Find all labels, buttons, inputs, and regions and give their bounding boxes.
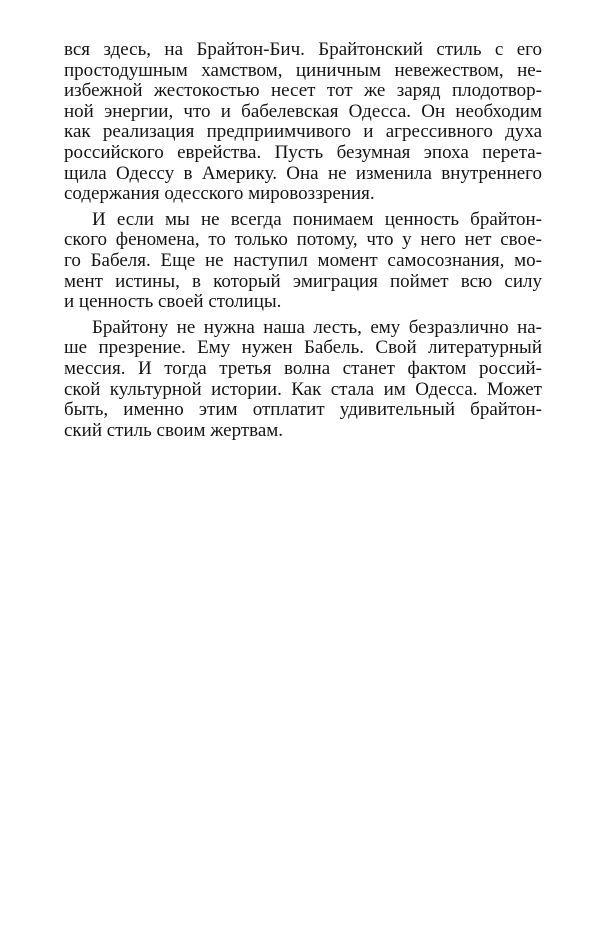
text-line: го Бабеля. Еще не наступил момент самосознания, мо- [64, 249, 542, 271]
paragraph-2 [64, 210, 542, 313]
text-line: мессия. И тогда третья волна станет фактом россий- [64, 357, 542, 379]
paragraph-1 [64, 40, 542, 205]
text-line: Брайтону не нужна наша лесть, ему безразлично на- [92, 316, 542, 338]
paragraph-3 [64, 318, 542, 442]
text-line: щила Одессу в Америку. Она не изменила внутреннего [64, 162, 542, 184]
body-text [64, 40, 542, 441]
text-line: ной энергии, что и бабелевская Одесса. Он необходим [64, 100, 542, 122]
text-line: ской культурной истории. Как стала им Одесса. Может [64, 378, 542, 400]
text-line: как реализация предприимчивого и агрессивного духа [64, 121, 542, 143]
text-line: и ценность своей столицы. [64, 291, 282, 313]
text-line: вся здесь, на Брайтон-Бич. Брайтонский стиль с его [64, 39, 542, 60]
text-line: ского феномена, то только потому, что у него нет свое- [64, 229, 542, 251]
text-line: простодушным хамством, циничным невежеством, не- [64, 59, 542, 81]
text-line: ше презрение. Ему нужен Бабель. Свой литературный [64, 337, 542, 359]
text-line: быть, именно этим отплатит удивительный брайтон- [64, 399, 542, 421]
text-line: российского еврейства. Пусть безумная эпоха перета- [64, 141, 542, 163]
text-line: содержания одесского мировоззрения. [64, 183, 375, 205]
text-line: избежной жестокостью несет тот же заряд плодотвор- [64, 80, 542, 102]
text-line: ский стиль своим жертвам. [64, 419, 284, 441]
text-line: мент истины, в который эмиграция поймет всю силу [64, 270, 542, 292]
text-line: И если мы не всегда понимаем ценность брайтон- [92, 208, 542, 230]
